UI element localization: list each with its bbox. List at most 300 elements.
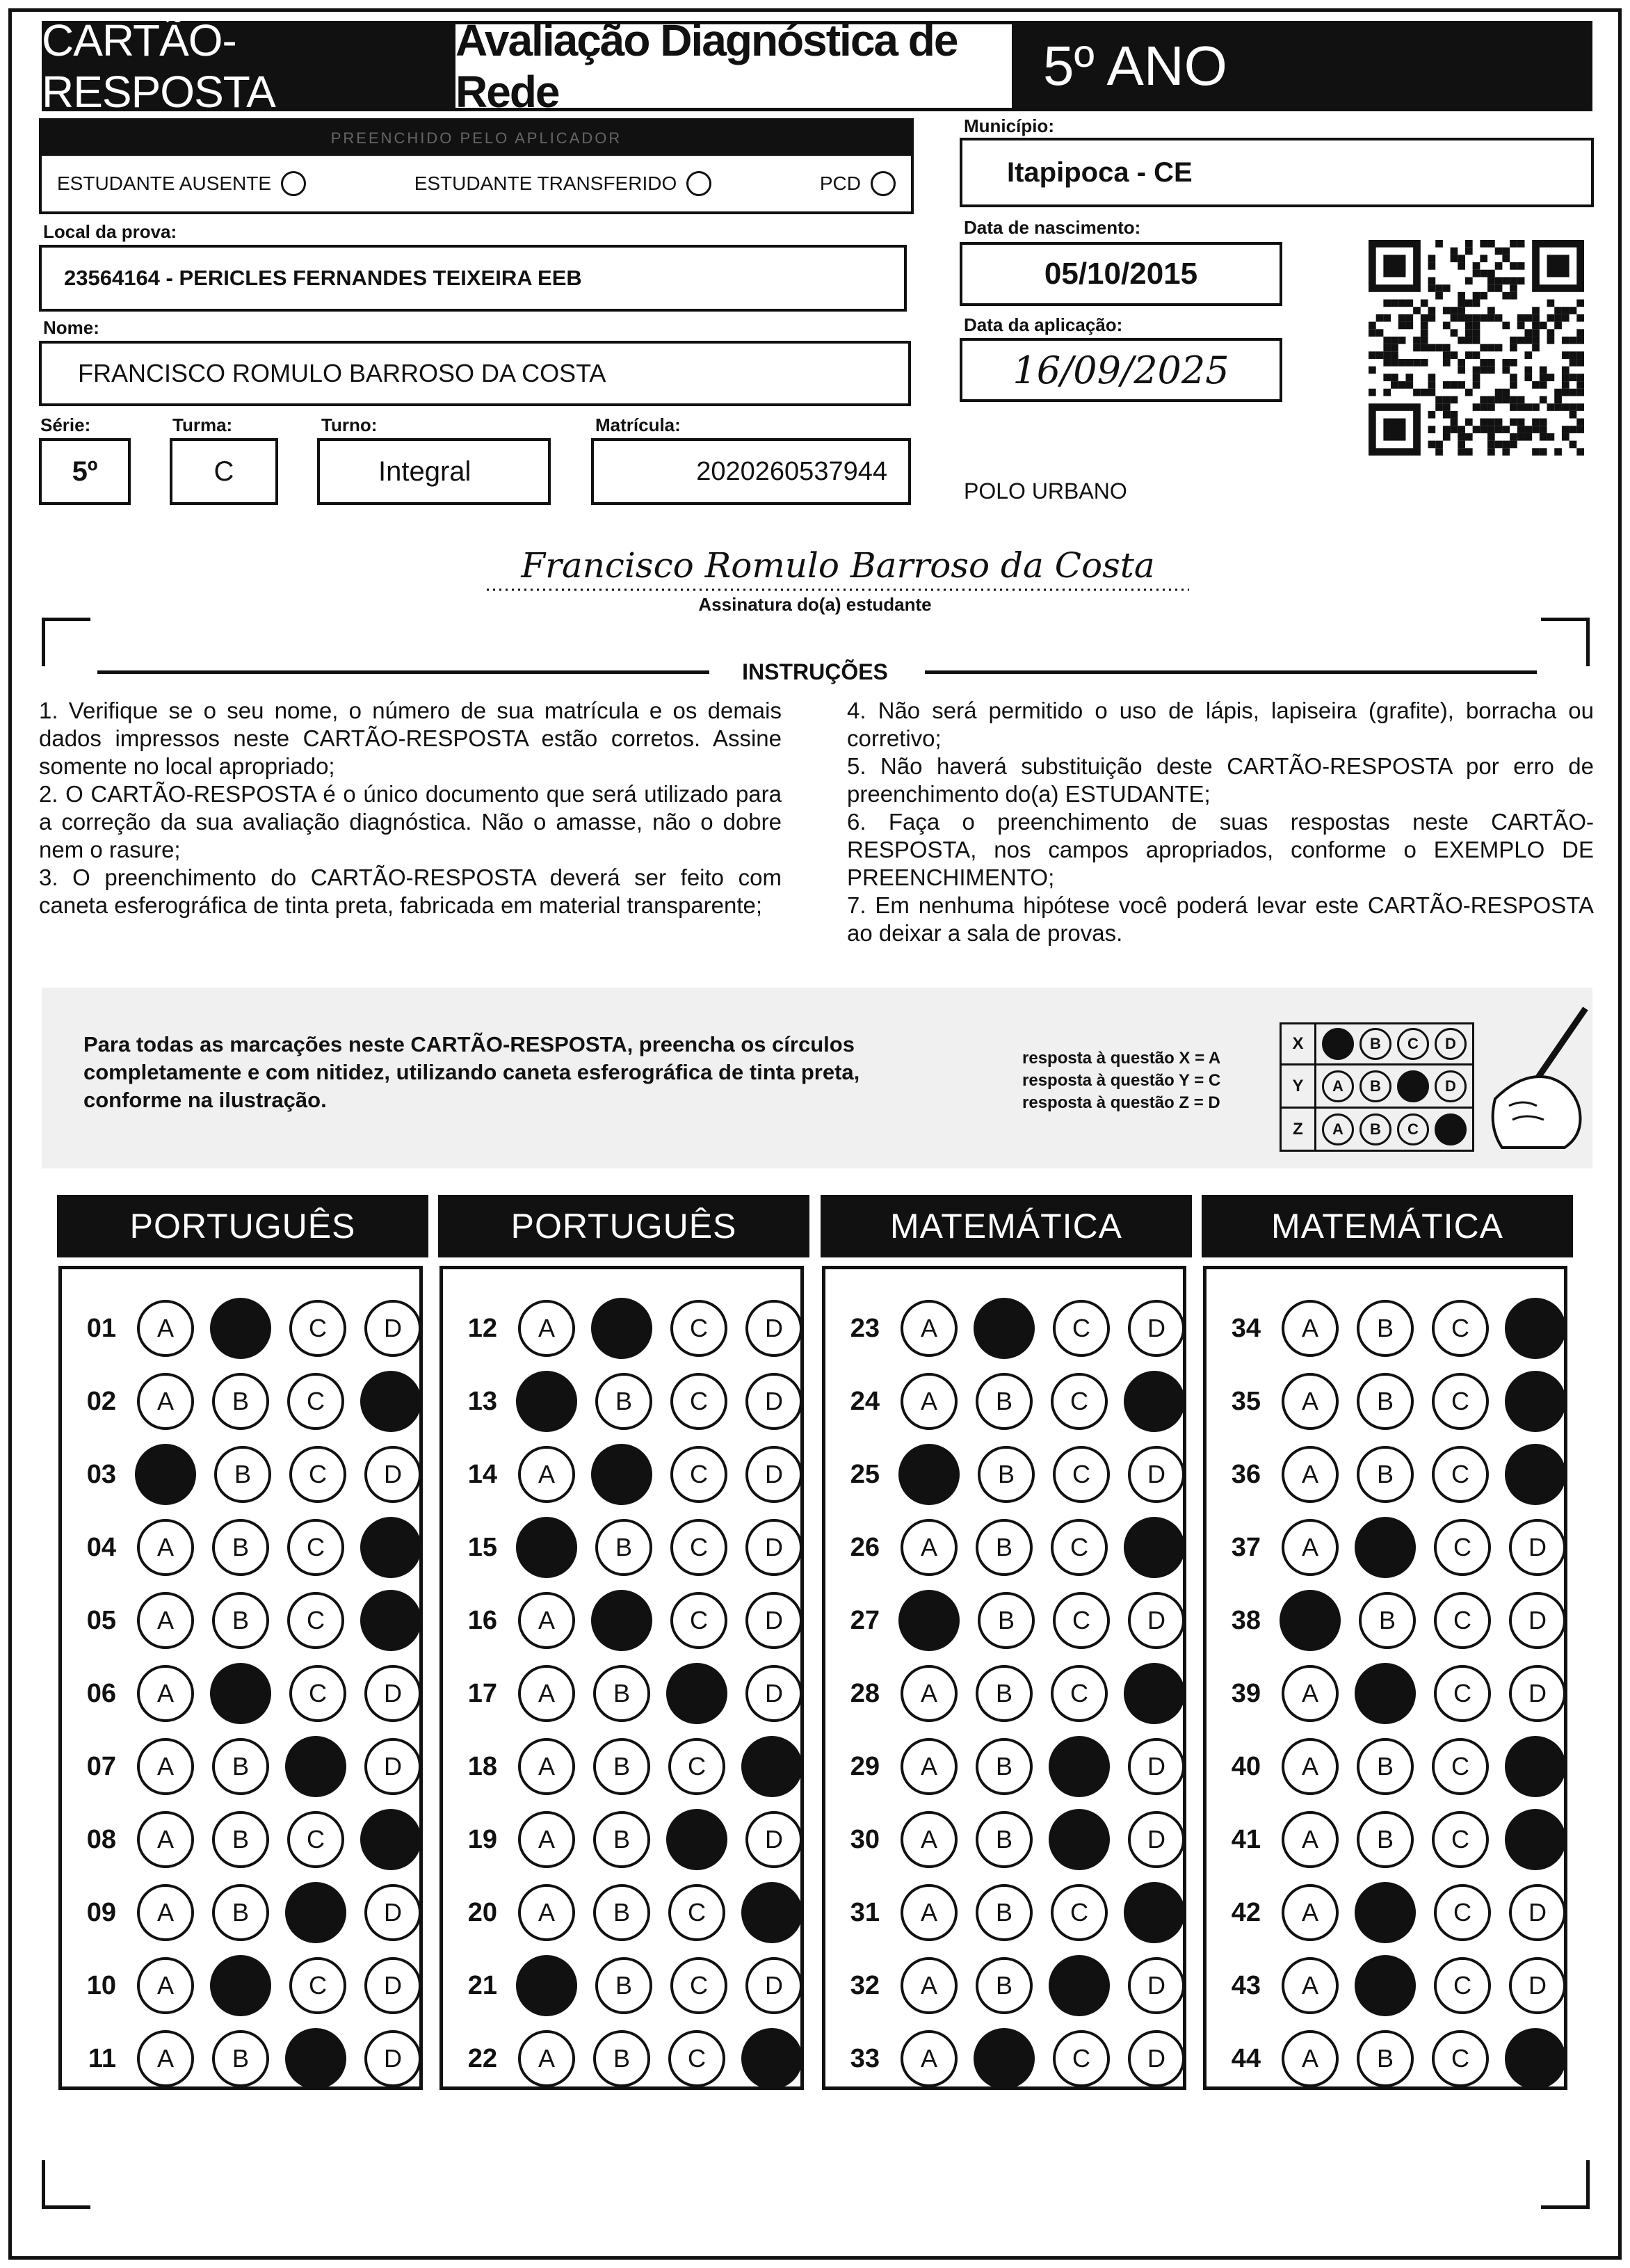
question-row [1220, 1735, 1566, 1798]
answer-bubble[interactable]: A [1282, 2030, 1339, 2087]
answer-bubble[interactable]: A [137, 1665, 194, 1722]
question-number: 04 [86, 1532, 116, 1562]
instruction-5: 5. Não haverá substituição deste CARTÃO-RESPOSTA por erro de preenchimento do(a) ESTUDANTE; [847, 753, 1594, 807]
question-number: 44 [1231, 2043, 1261, 2073]
answer-bubble[interactable]: A [518, 1738, 575, 1795]
answer-bubble-filled[interactable]: B [1355, 1882, 1416, 1943]
answer-bubble-filled[interactable]: C [285, 1736, 346, 1797]
absent-circle-icon[interactable] [281, 171, 306, 196]
question-row [457, 1516, 802, 1579]
answer-bubble[interactable]: D [1128, 1446, 1185, 1503]
answer-bubble[interactable]: B [976, 1373, 1033, 1430]
question-row [1220, 1589, 1566, 1652]
answer-bubble[interactable]: A [137, 1811, 194, 1868]
answer-bubble[interactable]: B [1357, 1738, 1414, 1795]
question-number: 05 [86, 1605, 116, 1635]
question-number: 29 [850, 1751, 880, 1781]
answer-bubble[interactable]: B [1357, 1300, 1414, 1357]
question-number: 14 [467, 1459, 497, 1489]
instruction-7: 7. Em nenhuma hipótese você poderá levar este CARTÃO-RESPOSTA ao deixar a sala de provas. [847, 892, 1594, 946]
corner-mark-bottom-left-icon [42, 2160, 90, 2209]
instruction-4: 4. Não será permitido o uso de lápis, lapiseira (grafite), borracha ou corretivo; [847, 698, 1594, 751]
instruction-1: 1. Verifique se o seu nome, o número de sua matrícula e os demais dados impressos neste CARTÃO-RESPOSTA estão corretos. Assine somente no local apropriado; [39, 698, 782, 779]
answer-bubble[interactable]: C [1051, 1884, 1108, 1941]
question-row [457, 2027, 802, 2090]
answer-bubble[interactable]: C [1051, 1373, 1108, 1430]
answer-bubble[interactable]: D [745, 1592, 802, 1649]
answer-bubble-filled[interactable]: A [898, 1444, 960, 1505]
question-row [457, 1735, 802, 1798]
answer-bubble[interactable]: B [978, 1446, 1035, 1503]
answer-bubble[interactable]: A [1282, 1446, 1339, 1503]
answer-bubble-filled[interactable]: B [210, 1955, 271, 2016]
answer-bubble[interactable]: D [745, 1300, 802, 1357]
question-number: 37 [1231, 1532, 1261, 1562]
answer-bubble[interactable]: A [137, 1519, 194, 1576]
answer-bubble[interactable]: B [976, 1957, 1033, 2014]
answer-bubble-filled[interactable]: A [898, 1590, 960, 1651]
answer-bubble[interactable]: B [212, 1519, 269, 1576]
answer-bubble[interactable]: A [901, 1738, 958, 1795]
turno-field: Integral [317, 438, 551, 505]
question-row [457, 1589, 802, 1652]
answer-bubble[interactable]: C [289, 1665, 346, 1722]
answer-bubble-filled[interactable]: C [666, 1663, 727, 1724]
answer-bubble[interactable]: A [518, 1811, 575, 1868]
question-number: 08 [86, 1824, 116, 1854]
question-number: 41 [1231, 1824, 1261, 1854]
question-number: 11 [88, 2043, 116, 2073]
question-row [76, 1516, 421, 1579]
answer-bubble-filled[interactable]: B [1355, 1955, 1416, 2016]
answer-bubble[interactable]: B [593, 1665, 650, 1722]
fill-example-question: Z [1282, 1109, 1316, 1150]
fill-example-key: resposta à questão X = A [1022, 1049, 1221, 1068]
answer-bubble-filled[interactable]: A [135, 1444, 196, 1505]
answer-bubble[interactable]: A [137, 2030, 194, 2087]
answer-bubble[interactable]: A [1282, 1738, 1339, 1795]
answer-bubble-filled[interactable]: D [1505, 1444, 1566, 1505]
signature-handwriting: Francisco Romulo Barroso da Costa [521, 545, 1155, 586]
answer-column [439, 1266, 804, 2090]
answer-bubble[interactable]: A [518, 1665, 575, 1722]
answer-bubble[interactable]: C [1434, 1884, 1491, 1941]
question-number: 09 [86, 1897, 116, 1927]
applicator-bar: PREENCHIDO PELO APLICADOR [42, 121, 911, 156]
answer-bubble[interactable]: C [1051, 1665, 1108, 1722]
answer-bubble[interactable]: A [137, 1300, 194, 1357]
answer-bubble-filled[interactable]: D [1505, 1736, 1566, 1797]
question-number: 01 [86, 1313, 116, 1343]
answer-bubble[interactable]: A [137, 1592, 194, 1649]
answer-bubble-filled[interactable]: B [591, 1298, 652, 1359]
subject-header: PORTUGUÊS [438, 1195, 809, 1257]
absent-label: ESTUDANTE AUSENTE [57, 172, 272, 194]
answer-bubble[interactable]: D [1128, 1811, 1185, 1868]
answer-bubble[interactable]: D [1128, 1738, 1185, 1795]
question-row [76, 1808, 421, 1871]
answer-bubble[interactable]: D [1128, 2030, 1185, 2087]
question-number: 18 [467, 1751, 497, 1781]
answer-bubble[interactable]: C [1053, 1592, 1110, 1649]
answer-bubble[interactable]: D [1509, 1957, 1566, 2014]
answer-bubble[interactable]: A [901, 1665, 958, 1722]
answer-bubble[interactable]: C [1434, 1592, 1491, 1649]
answer-bubble-filled[interactable]: D [1124, 1517, 1185, 1578]
answer-bubble[interactable]: C [289, 1446, 346, 1503]
answer-bubble-filled[interactable]: C [285, 2028, 346, 2089]
aplicacao-field: 16/09/2025 [960, 338, 1282, 402]
question-number: 24 [850, 1386, 880, 1416]
answer-bubble[interactable]: A [137, 1957, 194, 2014]
answer-bubble[interactable]: C [1432, 1738, 1489, 1795]
turno-label: Turno: [321, 415, 378, 435]
answer-bubble-filled[interactable]: D [1124, 1663, 1185, 1724]
corner-mark-bottom-right-icon [1541, 2160, 1590, 2209]
answer-bubble[interactable]: B [593, 1884, 650, 1941]
answer-bubble[interactable]: B [212, 1738, 269, 1795]
answer-bubble[interactable]: A [518, 1884, 575, 1941]
answer-bubble-filled[interactable]: B [1355, 1663, 1416, 1724]
answer-bubble[interactable]: D [745, 1519, 802, 1576]
answer-bubble[interactable]: B [595, 1519, 652, 1576]
fill-example-bubble: C [1397, 1113, 1429, 1145]
answer-bubble-filled[interactable]: C [1049, 1736, 1110, 1797]
answer-bubble[interactable]: D [364, 1300, 421, 1357]
answer-bubble[interactable]: C [668, 1738, 725, 1795]
question-number: 16 [467, 1605, 497, 1635]
title-assessment: Avaliação Diagnóstica de Rede [452, 21, 1015, 111]
fill-example-key: resposta à questão Y = C [1022, 1071, 1221, 1090]
fill-example-bubble: C [1397, 1070, 1429, 1102]
nascimento-field: 05/10/2015 [960, 242, 1282, 306]
answer-bubble[interactable]: C [670, 1957, 727, 2014]
fill-example-bubble: B [1359, 1113, 1391, 1145]
fill-example-row [1280, 1022, 1474, 1065]
question-row [76, 1370, 421, 1433]
transferred-label: ESTUDANTE TRANSFERIDO [414, 172, 677, 194]
answer-bubble[interactable]: D [364, 2030, 421, 2087]
answer-bubble-filled[interactable]: D [360, 1809, 421, 1870]
question-row [457, 1808, 802, 1871]
answer-bubble[interactable]: C [1432, 1446, 1489, 1503]
answer-bubble[interactable]: C [1434, 1665, 1491, 1722]
answer-bubble[interactable]: B [212, 1373, 269, 1430]
answer-bubble[interactable]: A [1282, 1811, 1339, 1868]
answer-bubble-filled[interactable]: D [360, 1371, 421, 1432]
question-row [839, 1881, 1185, 1944]
answer-bubble[interactable]: B [1359, 1592, 1416, 1649]
question-row [76, 1881, 421, 1944]
question-row [1220, 1516, 1566, 1579]
answer-bubble[interactable]: C [1432, 1811, 1489, 1868]
answer-bubble[interactable]: C [1051, 1519, 1108, 1576]
question-number: 30 [850, 1824, 880, 1854]
answer-bubble[interactable]: C [1434, 1957, 1491, 2014]
answer-bubble[interactable]: A [1282, 1884, 1339, 1941]
answer-bubble-filled[interactable]: B [591, 1444, 652, 1505]
answer-bubble[interactable]: B [212, 1811, 269, 1868]
question-row [1220, 1370, 1566, 1433]
answer-bubble[interactable]: D [364, 1446, 421, 1503]
fill-example-row [1280, 1065, 1474, 1109]
pcd-option[interactable] [820, 171, 896, 196]
answer-bubble[interactable]: C [668, 1884, 725, 1941]
answer-bubble-filled[interactable]: B [974, 1298, 1035, 1359]
fill-example [42, 988, 1592, 1168]
answer-bubble[interactable]: C [287, 1811, 344, 1868]
answer-bubble[interactable]: C [1432, 1373, 1489, 1430]
answer-bubble[interactable]: B [593, 2030, 650, 2087]
transferred-option[interactable] [414, 171, 712, 196]
answer-bubble[interactable]: D [1509, 1665, 1566, 1722]
question-number: 28 [850, 1678, 880, 1708]
answer-bubble[interactable]: A [901, 1957, 958, 2014]
answer-bubble-filled[interactable]: C [666, 1809, 727, 1870]
question-number: 13 [467, 1386, 497, 1416]
municipio-label: Município: [964, 115, 1054, 136]
answer-bubble[interactable]: C [1053, 1300, 1110, 1357]
answer-bubble[interactable]: A [137, 1738, 194, 1795]
answer-bubble[interactable]: C [289, 1957, 346, 2014]
question-row [839, 1954, 1185, 2017]
answer-bubble[interactable]: A [1282, 1519, 1339, 1576]
answer-bubble[interactable]: B [1357, 2030, 1414, 2087]
subject-header: MATEMÁTICA [821, 1195, 1192, 1257]
answer-bubble[interactable]: B [976, 1884, 1033, 1941]
question-row [839, 1516, 1185, 1579]
question-row [839, 1808, 1185, 1871]
question-number: 32 [850, 1970, 880, 2000]
question-row [1220, 1443, 1566, 1506]
answer-bubble[interactable]: A [901, 1884, 958, 1941]
question-number: 15 [467, 1532, 497, 1562]
answer-bubble[interactable]: C [289, 1300, 346, 1357]
signature-caption: Assinatura do(a) estudante [698, 594, 932, 615]
answer-bubble-filled[interactable]: D [741, 2028, 802, 2089]
answer-bubble-filled[interactable]: C [1049, 1809, 1110, 1870]
nome-label: Nome: [43, 317, 99, 338]
answer-bubble-filled[interactable]: A [1280, 1590, 1341, 1651]
answer-column [58, 1266, 423, 2090]
question-number: 10 [86, 1970, 116, 2000]
question-number: 12 [467, 1313, 497, 1343]
question-number: 22 [467, 2043, 497, 2073]
matricula-field: 2020260537944 [591, 438, 911, 505]
transferred-circle-icon[interactable] [686, 171, 711, 196]
answer-bubble-filled[interactable]: C [285, 1882, 346, 1943]
answer-bubble[interactable]: B [976, 1811, 1033, 1868]
question-number: 20 [467, 1897, 497, 1927]
answer-bubble-filled[interactable]: A [516, 1517, 577, 1578]
answer-bubble[interactable]: B [593, 1811, 650, 1868]
answer-bubble[interactable]: B [212, 2030, 269, 2087]
answer-bubble[interactable]: A [901, 2030, 958, 2087]
title-grade: 5º ANO [1015, 21, 1592, 111]
answer-bubble-filled[interactable]: C [1049, 1955, 1110, 2016]
answer-bubble-filled[interactable]: D [1505, 2028, 1566, 2089]
answer-bubble[interactable]: D [1128, 1957, 1185, 2014]
question-row [76, 1954, 421, 2017]
answer-bubble[interactable]: D [1509, 1884, 1566, 1941]
answer-bubble[interactable]: A [137, 1884, 194, 1941]
serie-label: Série: [40, 415, 91, 435]
answer-bubble-filled[interactable]: B [210, 1298, 271, 1359]
answer-bubble[interactable]: A [901, 1811, 958, 1868]
answer-bubble[interactable]: B [214, 1446, 271, 1503]
answer-bubble-filled[interactable]: D [741, 1882, 802, 1943]
answer-bubble[interactable]: A [1282, 1957, 1339, 2014]
fill-example-question: Y [1282, 1065, 1316, 1107]
answer-bubble[interactable]: C [670, 1592, 727, 1649]
answer-bubble-filled[interactable]: D [360, 1590, 421, 1651]
question-number: 42 [1231, 1897, 1261, 1927]
answer-bubble[interactable]: C [287, 1519, 344, 1576]
answer-bubble[interactable]: D [364, 1884, 421, 1941]
question-number: 03 [86, 1459, 116, 1489]
answer-bubble[interactable]: C [670, 1373, 727, 1430]
fill-example-question: X [1282, 1024, 1316, 1063]
answer-bubble-filled[interactable]: D [360, 1517, 421, 1578]
answer-bubble[interactable]: D [745, 1811, 802, 1868]
fill-example-bubble: D [1435, 1070, 1467, 1102]
answer-bubble[interactable]: C [670, 1300, 727, 1357]
answer-bubble-filled[interactable]: B [974, 2028, 1035, 2089]
answer-bubble[interactable]: C [287, 1373, 344, 1430]
fill-example-bubble: D [1435, 1028, 1467, 1060]
question-row [76, 1735, 421, 1798]
answer-bubble-filled[interactable]: B [1355, 1517, 1416, 1578]
answer-bubble[interactable]: B [1357, 1811, 1414, 1868]
fill-example-text: Para todas as marcações neste CARTÃO-RESPOSTA, preencha os círculos completamente e com nitidez, utilizando caneta esferográfica de tinta preta, conforme na ilustração. [83, 1032, 860, 1112]
absent-option[interactable] [57, 171, 306, 196]
answer-bubble[interactable]: D [364, 1957, 421, 2014]
subject-header: PORTUGUÊS [57, 1195, 428, 1257]
answer-bubble[interactable]: B [978, 1592, 1035, 1649]
answer-bubble[interactable]: D [1128, 1592, 1185, 1649]
turma-label: Turma: [172, 415, 233, 435]
answer-bubble[interactable]: C [668, 2030, 725, 2087]
answer-bubble[interactable]: A [518, 1446, 575, 1503]
question-row [839, 1370, 1185, 1433]
fill-example-row [1280, 1109, 1474, 1152]
answer-bubble[interactable]: A [901, 1519, 958, 1576]
fill-example-bubble: C [1397, 1028, 1429, 1060]
answer-bubble[interactable]: C [670, 1446, 727, 1503]
fill-example-bubble: D [1435, 1113, 1467, 1145]
answer-bubble[interactable]: D [1509, 1592, 1566, 1649]
answer-bubble[interactable]: D [745, 1373, 802, 1430]
answer-bubble[interactable]: C [1432, 1300, 1489, 1357]
polo-label: POLO URBANO [964, 478, 1127, 504]
answer-bubble-filled[interactable]: A [516, 1955, 577, 2016]
fill-example-keys [1022, 1047, 1220, 1114]
local-field: 23564164 - PERICLES FERNANDES TEIXEIRA EEB [39, 245, 907, 312]
question-row [76, 1297, 421, 1360]
question-number: 17 [467, 1678, 497, 1708]
answer-bubble[interactable]: B [212, 1884, 269, 1941]
answer-bubble[interactable]: A [518, 1300, 575, 1357]
answer-bubble-filled[interactable]: A [516, 1371, 577, 1432]
answer-bubble-filled[interactable]: B [591, 1590, 652, 1651]
answer-bubble[interactable]: A [1282, 1373, 1339, 1430]
question-row [457, 1881, 802, 1944]
answer-bubble[interactable]: B [976, 1519, 1033, 1576]
qr-code-icon [1369, 236, 1584, 459]
question-row [457, 1662, 802, 1725]
answer-bubble[interactable]: D [1509, 1519, 1566, 1576]
answer-bubble[interactable]: C [1053, 1446, 1110, 1503]
pcd-label: PCD [819, 172, 861, 194]
answer-bubble[interactable]: D [364, 1738, 421, 1795]
answer-bubble[interactable]: A [901, 1300, 958, 1357]
title-card: CARTÃO-RESPOSTA [42, 21, 452, 111]
fill-example-key: resposta à questão Z = D [1022, 1093, 1220, 1112]
answer-bubble[interactable]: C [1432, 2030, 1489, 2087]
answer-bubble[interactable]: B [976, 1665, 1033, 1722]
answer-bubble[interactable]: C [670, 1519, 727, 1576]
answer-bubble[interactable]: A [518, 2030, 575, 2087]
answer-bubble[interactable]: B [595, 1957, 652, 2014]
answer-bubble[interactable]: B [212, 1592, 269, 1649]
instruction-6: 6. Faça o preenchimento de suas respostas neste CARTÃO-RESPOSTA, nos campos apropriados, conforme o EXEMPLO DE PREENCHIMENTO; [847, 809, 1594, 890]
answer-bubble[interactable]: D [1128, 1300, 1185, 1357]
subject-header: MATEMÁTICA [1202, 1195, 1573, 1257]
answer-bubble-filled[interactable]: B [210, 1663, 271, 1724]
answer-bubble[interactable]: B [593, 1738, 650, 1795]
question-row [1220, 1662, 1566, 1725]
answer-bubble[interactable]: B [976, 1738, 1033, 1795]
matricula-label: Matrícula: [595, 415, 681, 435]
answer-bubble[interactable]: B [595, 1373, 652, 1430]
answer-bubble[interactable]: D [745, 1957, 802, 2014]
question-number: 23 [850, 1313, 880, 1343]
question-number: 21 [467, 1970, 497, 2000]
question-row [457, 1954, 802, 2017]
answer-bubble[interactable]: A [1282, 1300, 1339, 1357]
answer-bubble[interactable]: A [518, 1592, 575, 1649]
answer-bubble[interactable]: C [1053, 2030, 1110, 2087]
answer-bubble-filled[interactable]: D [1505, 1809, 1566, 1870]
hand-with-pen-icon [1481, 995, 1592, 1161]
answer-bubble[interactable]: A [1282, 1665, 1339, 1722]
answer-bubble-filled[interactable]: D [1505, 1298, 1566, 1359]
answer-bubble[interactable]: C [287, 1592, 344, 1649]
answer-bubble-filled[interactable]: D [1505, 1371, 1566, 1432]
question-number: 02 [86, 1386, 116, 1416]
answer-bubble[interactable]: B [1357, 1446, 1414, 1503]
answer-bubble[interactable]: A [901, 1373, 958, 1430]
question-number: 39 [1231, 1678, 1261, 1708]
answer-bubble-filled[interactable]: D [1124, 1371, 1185, 1432]
instruction-2: 2. O CARTÃO-RESPOSTA é o único documento que será utilizado para a correção da sua avaliação diagnóstica. Não o amasse, não o dobre nem o rasure; [39, 781, 782, 862]
answer-bubble[interactable]: A [137, 1373, 194, 1430]
serie-field: 5º [39, 438, 131, 505]
pcd-circle-icon[interactable] [871, 171, 896, 196]
answer-bubble[interactable]: D [745, 1446, 802, 1503]
answer-bubble[interactable]: D [745, 1665, 802, 1722]
question-number: 40 [1231, 1751, 1261, 1781]
answer-bubble[interactable]: C [1434, 1519, 1491, 1576]
answer-bubble-filled[interactable]: D [741, 1736, 802, 1797]
question-number: 38 [1231, 1605, 1261, 1635]
answer-bubble-filled[interactable]: D [1124, 1882, 1185, 1943]
question-row [1220, 1808, 1566, 1871]
answer-bubble[interactable]: B [1357, 1373, 1414, 1430]
question-row [76, 1589, 421, 1652]
answer-bubble[interactable]: D [364, 1665, 421, 1722]
question-row [457, 1297, 802, 1360]
